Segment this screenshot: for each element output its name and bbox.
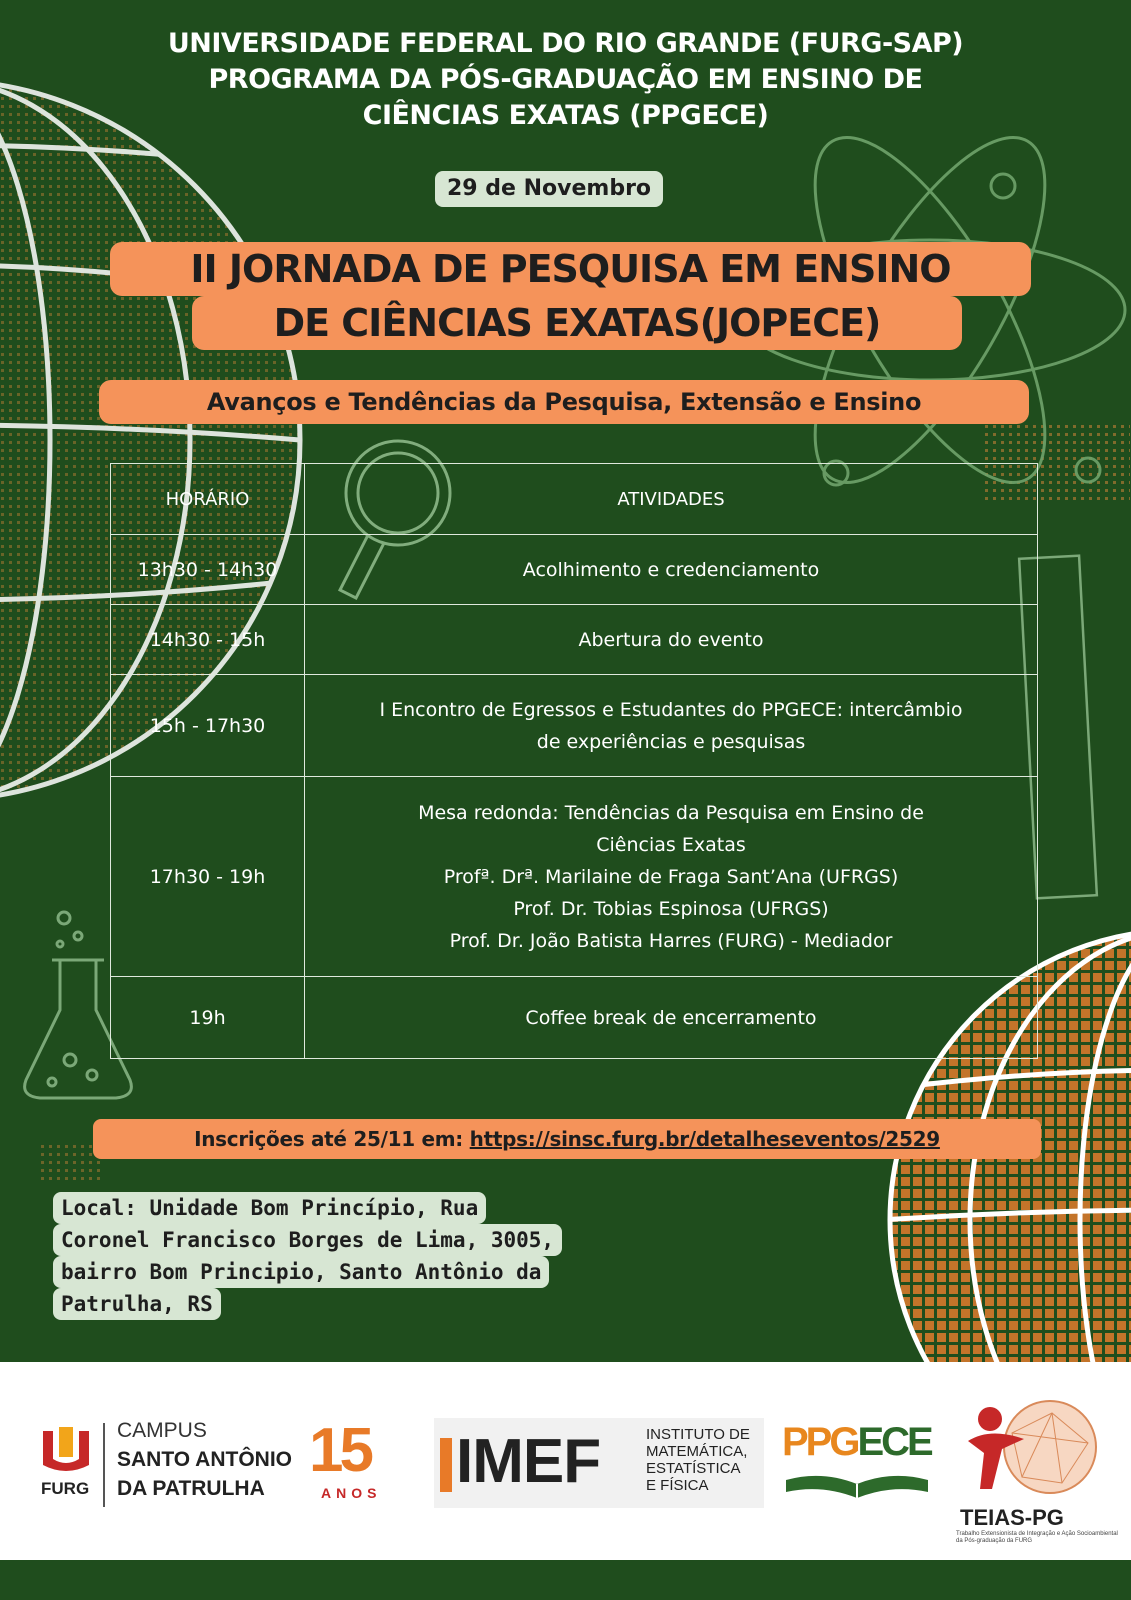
furg-campus-logo (31, 1415, 401, 1517)
activity-line: Prof. Dr. Tobias Espinosa (UFRGS) (513, 897, 829, 920)
registration-link[interactable]: https://sinsc.furg.br/detalheseventos/2529 (469, 1127, 940, 1151)
row-activity (305, 605, 1038, 675)
row-activity (305, 977, 1038, 1059)
event-title-line-1: II JORNADA DE PESQUISA EM ENSINO (110, 242, 1031, 296)
open-book-icon (782, 1470, 932, 1504)
header-line-3: CIÊNCIAS EXATAS (PPGECE) (362, 100, 769, 131)
teias-tagline: Trabalho Extensionista de Integração e Ação Socioambiental da Pós-graduação da FURG (956, 1531, 1118, 1544)
imef-description (646, 1426, 750, 1494)
imef-desc-line: INSTITUTO DE (646, 1426, 750, 1443)
table-row (111, 535, 1038, 605)
imef-desc-line: E FÍSICA (646, 1477, 709, 1494)
activity-line: Abertura do evento (578, 628, 764, 651)
teias-pg-logo (948, 1393, 1118, 1543)
header-line-2: PROGRAMA DA PÓS-GRADUAÇÃO EM ENSINO DE (208, 64, 923, 95)
furg-emblem-icon (39, 1425, 93, 1477)
row-time: 19h (111, 977, 305, 1059)
ppgece-wordmark-a: PPG (782, 1420, 858, 1464)
imef-logo (434, 1418, 764, 1508)
imef-wordmark: IMEF (456, 1427, 601, 1496)
campus-name-line-2: DA PATRULHA (117, 1477, 265, 1500)
imef-accent-bar (440, 1438, 452, 1492)
activity-line: Prof. Dr. João Batista Harres (FURG) - Mediador (449, 929, 893, 952)
column-header-activity: ATIVIDADES (305, 464, 1038, 535)
activity-line: I Encontro de Egressos e Estudantes do PPGECE: intercâmbio (379, 698, 963, 721)
activity-line: Coffee break de encerramento (525, 1006, 817, 1029)
campus-name-line-1: SANTO ANTÔNIO (117, 1448, 293, 1471)
footer-bottom-bar (0, 1560, 1131, 1600)
teias-wordmark: TEIAS-PG (960, 1505, 1064, 1530)
location-line-4: Patrulha, RS (53, 1288, 221, 1320)
activity-line: Ciências Exatas (596, 833, 746, 856)
table-row (111, 675, 1038, 777)
row-time: 14h30 - 15h (111, 605, 305, 675)
table-header-row (111, 464, 1038, 535)
furg-wordmark: FURG (41, 1479, 90, 1498)
registration-label: Inscrições até 25/11 em: (194, 1127, 463, 1151)
teias-network-icon (962, 1393, 1102, 1503)
activity-line: Acolhimento e credenciamento (522, 558, 820, 581)
anniversary-word: ANOS (321, 1485, 382, 1501)
location-line-3: bairro Bom Principio, Santo Antônio da (53, 1256, 549, 1288)
ppgece-wordmark (782, 1420, 931, 1465)
ppgece-logo (782, 1418, 932, 1508)
row-time: 15h - 17h30 (111, 675, 305, 777)
schedule-table (110, 463, 1038, 1059)
registration-banner (93, 1119, 1041, 1159)
logo-divider (103, 1423, 105, 1507)
table-row (111, 777, 1038, 977)
imef-desc-line: MATEMÁTICA, (646, 1443, 748, 1460)
event-subtitle: Avanços e Tendências da Pesquisa, Extensão e Ensino (99, 380, 1029, 424)
event-title-line-2: DE CIÊNCIAS EXATAS(JOPECE) (192, 296, 962, 350)
row-activity (305, 535, 1038, 605)
activity-line: de experiências e pesquisas (536, 730, 806, 753)
imef-desc-line: ESTATÍSTICA (646, 1460, 741, 1477)
location-line-2: Coronel Francisco Borges de Lima, 3005, (53, 1224, 562, 1256)
header-line-1: UNIVERSIDADE FEDERAL DO RIO GRANDE (FURG-SAP) (167, 28, 964, 59)
institution-header (0, 26, 1131, 134)
location-line-1: Local: Unidade Bom Princípio, Rua (53, 1192, 486, 1224)
campus-label: CAMPUS (117, 1419, 207, 1442)
row-time: 13h30 - 14h30 (111, 535, 305, 605)
table-row (111, 605, 1038, 675)
row-time: 17h30 - 19h (111, 777, 305, 977)
anniversary-number: 15 (309, 1416, 370, 1485)
ppgece-wordmark-b: ECE (857, 1420, 931, 1464)
date-badge: 29 de Novembro (435, 171, 663, 207)
column-header-time: HORÁRIO (111, 464, 305, 535)
row-activity (305, 777, 1038, 977)
row-activity (305, 675, 1038, 777)
activity-line: Profª. Drª. Marilaine de Fraga Sant’Ana (UFRGS) (443, 865, 899, 888)
activity-line: Mesa redonda: Tendências da Pesquisa em Ensino de (418, 801, 924, 824)
table-row (111, 977, 1038, 1059)
